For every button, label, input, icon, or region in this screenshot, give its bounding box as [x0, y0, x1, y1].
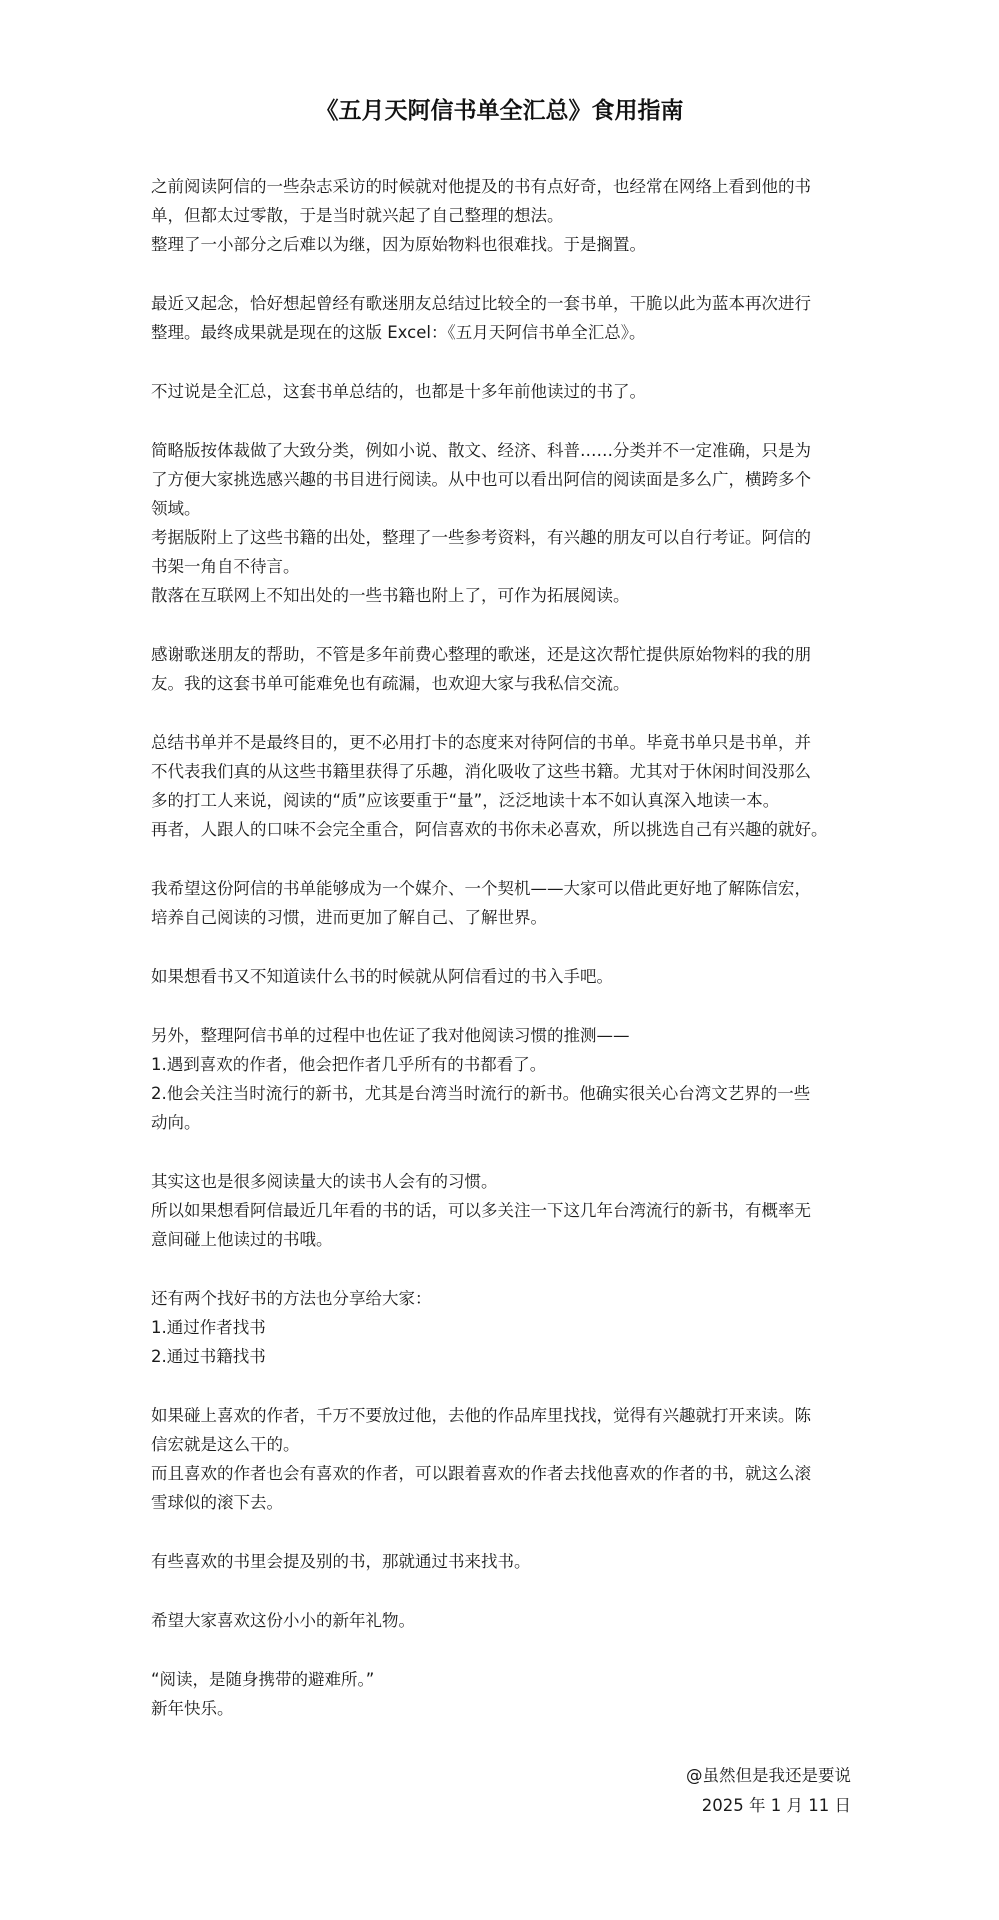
paragraph — [151, 1665, 851, 1723]
paragraph — [151, 874, 851, 932]
text-line: 最近又起念，恰好想起曾经有歌迷朋友总结过比较全的一套书单，干脆以此为蓝本再次进行 — [151, 294, 811, 313]
signature-block — [651, 1761, 851, 1821]
text-line: 新年快乐。 — [151, 1699, 234, 1718]
text-line: 动向。 — [151, 1113, 201, 1132]
text-line: “阅读，是随身携带的避难所。” — [151, 1670, 375, 1689]
text-line: 信宏就是这么干的。 — [151, 1435, 300, 1454]
paragraph — [151, 172, 851, 259]
text-line: 所以如果想看阿信最近几年看的书的话，可以多关注一下这几年台湾流行的新书，有概率无 — [151, 1201, 811, 1220]
text-line: 单，但都太过零散，于是当时就兴起了自己整理的想法。 — [151, 206, 564, 225]
paragraph — [151, 1547, 851, 1576]
paragraph — [151, 1021, 851, 1137]
text-line: 友。我的这套书单可能难免也有疏漏，也欢迎大家与我私信交流。 — [151, 674, 630, 693]
text-line: 培养自己阅读的习惯，进而更加了解自己、了解世界。 — [151, 908, 547, 927]
text-line: 1.通过作者找书 — [151, 1318, 266, 1337]
text-line: 整理。最终成果就是现在的这版 Excel：《五月天阿信书单全汇总》。 — [151, 323, 646, 342]
text-line: 感谢歌迷朋友的帮助，不管是多年前费心整理的歌迷，还是这次帮忙提供原始物料的我的朋 — [151, 645, 811, 664]
text-line: 还有两个找好书的方法也分享给大家： — [151, 1289, 432, 1308]
text-line: 书架一角自不待言。 — [151, 557, 300, 576]
paragraph — [151, 377, 851, 406]
text-line: 希望大家喜欢这份小小的新年礼物。 — [151, 1611, 415, 1630]
text-line: 如果想看书又不知道读什么书的时候就从阿信看过的书入手吧。 — [151, 967, 613, 986]
text-line: 而且喜欢的作者也会有喜欢的作者，可以跟着喜欢的作者去找他喜欢的作者的书，就这么滚 — [151, 1464, 811, 1483]
paragraph — [151, 728, 851, 844]
text-line: 如果碰上喜欢的作者，千万不要放过他，去他的作品库里找找，觉得有兴趣就打开来读。陈 — [151, 1406, 811, 1425]
text-line: 考据版附上了这些书籍的出处，整理了一些参考资料，有兴趣的朋友可以自行考证。阿信的 — [151, 528, 811, 547]
signature-date: 2025 年 1 月 11 日 — [701, 1796, 851, 1815]
signature-author: @虽然但是我还是要说 — [686, 1766, 851, 1785]
text-line: 多的打工人来说，阅读的“质”应该要重于“量”，泛泛地读十本不如认真深入地读一本。 — [151, 791, 780, 810]
text-line: 总结书单并不是最终目的，更不必用打卡的态度来对待阿信的书单。毕竟书单只是书单，并 — [151, 733, 811, 752]
text-line: 我希望这份阿信的书单能够成为一个媒介、一个契机——大家可以借此更好地了解陈信宏， — [151, 879, 811, 898]
text-line: 了方便大家挑选感兴趣的书目进行阅读。从中也可以看出阿信的阅读面是多么广，横跨多个 — [151, 470, 811, 489]
text-line: 1.遇到喜欢的作者，他会把作者几乎所有的书都看了。 — [151, 1055, 547, 1074]
text-line: 意间碰上他读过的书哦。 — [151, 1230, 333, 1249]
text-line: 2.他会关注当时流行的新书，尤其是台湾当时流行的新书。他确实很关心台湾文艺界的一些 — [151, 1084, 811, 1103]
text-line: 不过说是全汇总，这套书单总结的，也都是十多年前他读过的书了。 — [151, 382, 646, 401]
text-line: 有些喜欢的书里会提及别的书，那就通过书来找书。 — [151, 1552, 531, 1571]
text-line: 不代表我们真的从这些书籍里获得了乐趣，消化吸收了这些书籍。尤其对于休闲时间没那么 — [151, 762, 811, 781]
text-line: 领域。 — [151, 499, 201, 518]
text-line: 整理了一小部分之后难以为继，因为原始物料也很难找。于是搁置。 — [151, 235, 646, 254]
paragraph — [151, 640, 851, 698]
paragraph — [151, 1167, 851, 1254]
text-line: 2.通过书籍找书 — [151, 1347, 266, 1366]
text-line: 另外，整理阿信书单的过程中也佐证了我对他阅读习惯的推测—— — [151, 1026, 630, 1045]
paragraph — [151, 1606, 851, 1635]
text-line: 雪球似的滚下去。 — [151, 1493, 283, 1512]
paragraph — [151, 289, 851, 347]
document-title: 《五月天阿信书单全汇总》食用指南 — [315, 98, 684, 124]
text-line: 散落在互联网上不知出处的一些书籍也附上了，可作为拓展阅读。 — [151, 586, 630, 605]
text-line: 其实这也是很多阅读量大的读书人会有的习惯。 — [151, 1172, 498, 1191]
paragraph — [151, 1284, 851, 1371]
text-line: 之前阅读阿信的一些杂志采访的时候就对他提及的书有点好奇，也经常在网络上看到他的书 — [151, 177, 811, 196]
paragraph — [151, 962, 851, 991]
text-line: 简略版按体裁做了大致分类，例如小说、散文、经济、科普……分类并不一定准确，只是为 — [151, 441, 811, 460]
text-line: 再者，人跟人的口味不会完全重合，阿信喜欢的书你未必喜欢，所以挑选自己有兴趣的就好。 — [151, 820, 828, 839]
document-body — [151, 172, 851, 1753]
paragraph — [151, 436, 851, 610]
paragraph — [151, 1401, 851, 1517]
